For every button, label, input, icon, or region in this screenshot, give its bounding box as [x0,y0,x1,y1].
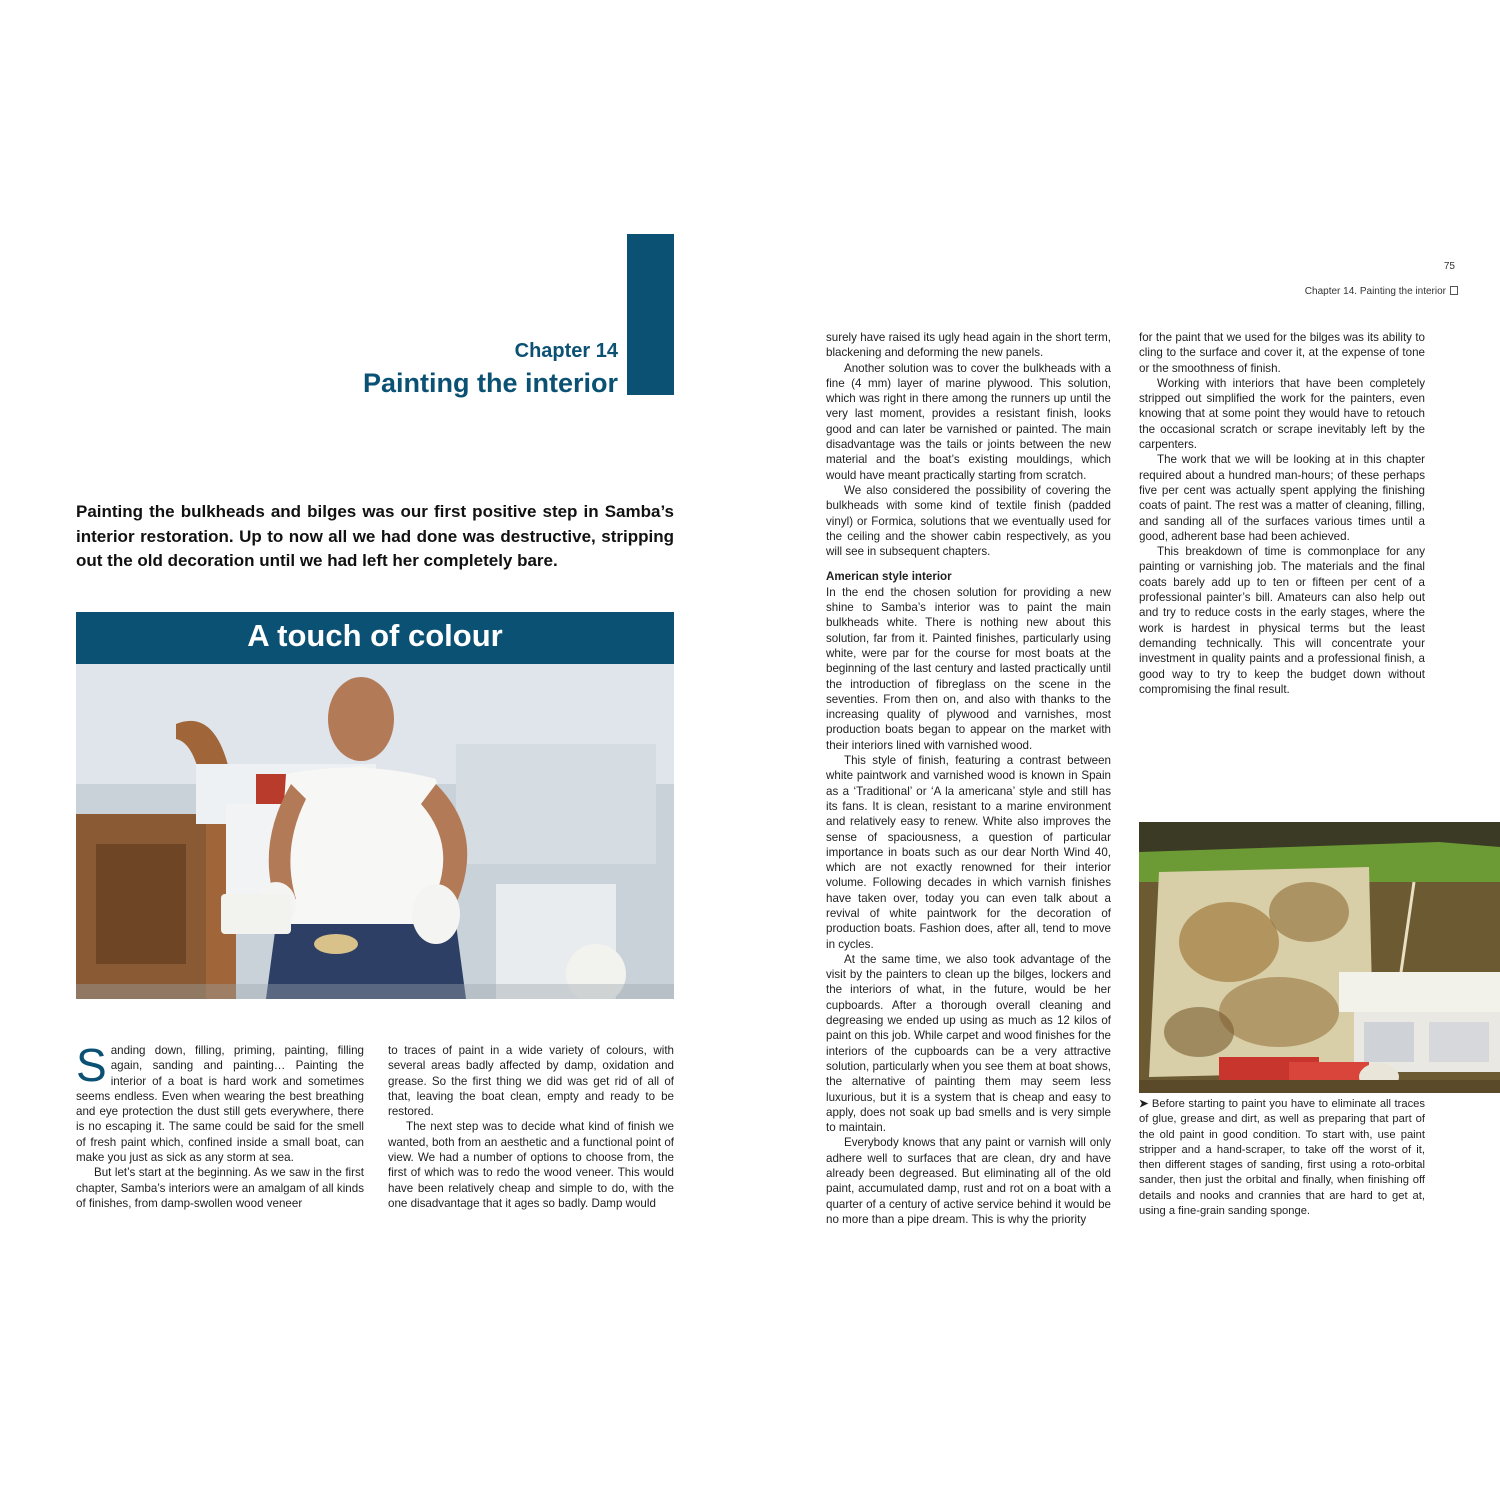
caption-text: Before starting to paint you have to eliminate all traces of glue, grease and dirt, as well as preparing that part of the old paint in good condition. To start with, use paint stripper and a hand-scraper, to take off the worst of it, then different stages of sanding, first using a roto-orbital sander, then just the orbital and finally, when finishing off details and nooks and crannies that are hard to get at, using a fine-grain sanding sponge. [1139,1098,1426,1218]
square-icon [1450,286,1458,295]
paragraph: In the end the chosen solution for providing a new shine to Samba’s interior was to paint the main bulkheads white. There is nothing new about this solution, far from it. Painted finishes, particularly using white, were par for the course for most boats at the beginning of the last century and lasted practically until the introduction of fibreglass on the scene in the seventies. From then on, and also with thanks to the increasing quality of plywood and varnishes, most production boats began to appear on the market with their interiors lined with varnished wood. [826,585,1111,752]
drop-cap: S [76,1039,107,1091]
paragraph: This breakdown of time is commonplace for any painting or varnishing job. The materials and the final coats barely add up to ten or fifteen per cent of a professional painter’s bill. Amateurs can also help out and try to reduce costs in the early stages, where the work is hardest in physical terms but the least demanding technically. This will concentrate your investment in quality paints and a professional finish, a good way to try to keep the budget down without compromising the final result. [1139,545,1425,696]
paragraph: We also considered the possibility of covering the bulkheads with some kind of textile finish (padded vinyl) or Formica, solutions that we eventually used for the ceiling and the shower cabin respectively, as you will see in subsequent chapters. [826,483,1111,559]
painter-photo [76,664,674,999]
body-column-1 [76,1039,364,1211]
paragraph: This style of finish, featuring a contrast between white paintwork and varnished wood is known in Spain as a ‘Traditional’ or ‘A la americana’ style and still has its fans. It is clean, resistant to a marine environment and relatively easy to renew. White also improves the sense of spaciousness, a question of particular importance in boats such as our dear North Wind 40, which are not exactly renowned for their interior volume. Following decades in which varnish finishes have taken over, today you can even talk about a revival of white paintwork for the decoration of production boats. Fashion does, after all, tend to move in cycles. [826,754,1111,951]
paragraph: Everybody knows that any paint or varnish will only adhere well to surfaces that are clean, dry and have already been degreased. But eliminating all of the old paint, accumulated damp, rust and rot on a boat with a quarter of a century of active service behind it would be no more than a pipe dream. This is why the priority [826,1136,1111,1226]
paragraph: for the paint that we used for the bilges was its ability to cling to the surface and cover it, at the expense of tone or the smoothness of finish. [1139,331,1425,375]
paragraph: The next step was to decide what kind of finish we wanted, both from an aesthetic and a functional point of view. We had a number of options to choose from, the first of which was to redo the wood veneer. This would have been relatively cheap and simple to do, with the one disadvantage that it ages so badly. Damp would [388,1120,674,1210]
chapter-accent-bar [627,234,674,395]
running-head [1305,286,1458,297]
paragraph: Another solution was to cover the bulkheads with a fine (4 mm) layer of marine plywood. This solution, which was right in there among the runners up until the very last moment, provides a resistant finish, looks good and can later be varnished or painted. The main disadvantage was the tails or joints between the new material and the boat’s existing mouldings, which would have meant practically starting from scratch. [826,361,1111,482]
chapter-label: Chapter 14 [514,340,618,362]
section-banner: A touch of colour [76,612,674,664]
paragraph: At the same time, we also took advantage of the visit by the painters to clean up the bilges, lockers and the interiors of what, in the future, would be her cupboards. After a thorough overall cleaning and degreasing we ended up using as much as 12 kilos of paint on this job. While carpet and wood finishes for the interiors of the cupboards can be a very attractive solution, particularly when you see them at boat shows, the alternative of painting them may seem less luxurious, but it is a system that is cheap and easy to apply, does not soak up bad smells and is very simple to maintain. [826,952,1111,1135]
body-column-4 [1139,330,1425,697]
lead-paragraph: Painting the bulkheads and bilges was our first positive step in Samba’s interior restoration. Up to now all we had done was destructive, stripping out the old decoration until we had left her completely bare. [76,502,674,570]
paragraph: surely have raised its ugly head again in the short term, blackening and deforming the new panels. [826,331,1111,360]
paragraph: to traces of paint in a wide variety of colours, with several areas badly affected by damp, oxidation and grease. So the first thing we did was get rid of all of that, leaving the boat clean, empty and ready to be restored. [388,1044,674,1119]
paragraph [76,1039,364,1165]
paragraph: But let’s start at the beginning. As we saw in the first chapter, Samba’s interiors were an amalgam of all kinds of finishes, from damp-swollen wood veneer [76,1166,364,1210]
body-column-3 [826,330,1111,1227]
chapter-title: Painting the interior [362,368,618,398]
subheading: American style interior [826,570,952,584]
stripped-interior-photo [1139,822,1500,1093]
paragraph: The work that we will be looking at in this chapter required about a hundred man-hours; of these perhaps five per cent was actually spent applying the finishing coats of paint. The rest was a matter of cleaning, filling, and sanding all of the surfaces various times until a good, adherent base had been achieved. [1139,453,1425,543]
photo-caption [1139,1097,1425,1219]
paragraph: Working with interiors that have been completely stripped out simplified the work for the painters, even knowing that at some point they would have to retouch the occasional scratch or scrape inevitably left by the carpenters. [1139,376,1425,452]
page-number: 75 [1443,261,1455,272]
paragraph-text: anding down, filling, priming, painting, filling again, sanding and painting… Painting the interior of a boat is hard work and sometimes seems endless. Even when wearing the best breathing and eye protection the dust still gets everywhere, there is no escaping it. The same could be said for the smell of fresh paint which, confined inside a small boat, can make you just as sick as any storm at sea. [76,1044,364,1165]
arrow-icon: ➤ [1139,1098,1149,1110]
body-column-2 [388,1043,674,1211]
running-head-text: Chapter 14. Painting the interior [1304,286,1446,297]
